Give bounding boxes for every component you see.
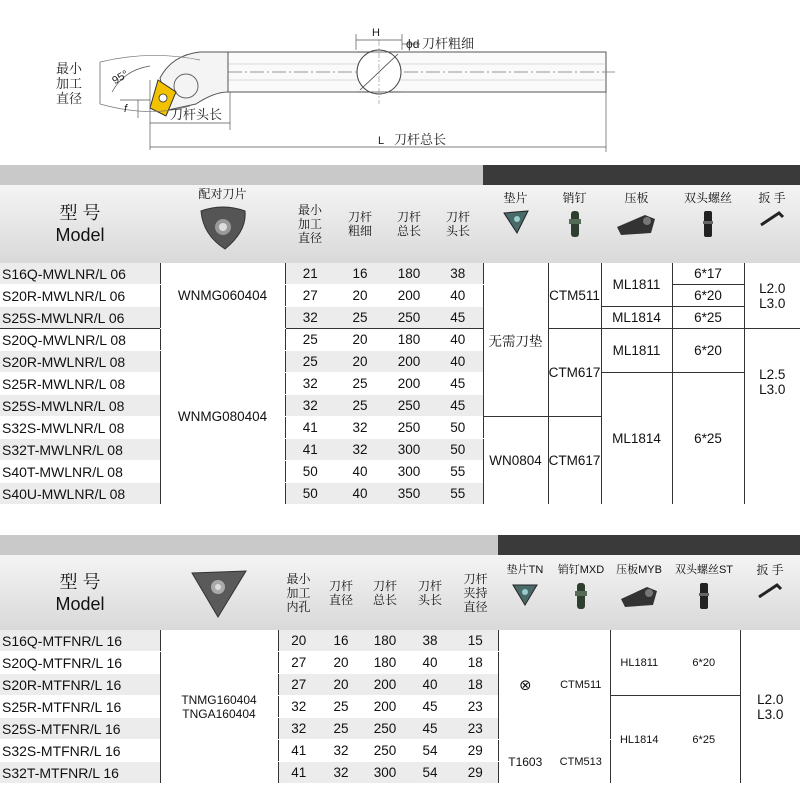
h-label: H [372, 27, 380, 39]
total-len-cell: 180 [363, 630, 407, 652]
wrench-size: L3.0 [759, 295, 786, 311]
model-cell: S32T-MTFNR/L 16 [0, 762, 160, 784]
screw-cell: 6*17 [672, 263, 744, 285]
shim-cell: WN0804 [483, 417, 548, 505]
total-len-cell: 200 [363, 696, 407, 718]
model-cell: S20R-MWLNR/L 08 [0, 351, 160, 373]
wrench-size: L2.5 [759, 367, 786, 382]
header2-clamp-dia: 刀杆 夹持 直径 [453, 555, 498, 630]
header2-shim: 垫片TN [498, 555, 552, 630]
shim2-icon [511, 581, 539, 607]
clamp-cell: ML1814 [601, 307, 672, 329]
total-len-cell: 180 [385, 329, 433, 351]
table-mwlnr [0, 165, 800, 505]
clamp-dia-cell: 18 [453, 652, 498, 674]
model-cell: S25S-MTFNR/L 16 [0, 718, 160, 740]
head-len-cell: 40 [433, 285, 483, 307]
bar-dia-cell: 32 [319, 740, 363, 762]
head-len-cell: 50 [433, 417, 483, 439]
total-len-cell: 250 [385, 417, 433, 439]
total-len-cell: 180 [385, 263, 433, 285]
model-cell: S32S-MTFNR/L 16 [0, 740, 160, 762]
model-cell: S16Q-MTFNR/L 16 [0, 630, 160, 652]
bar-dia-cell: 25 [335, 307, 385, 329]
head-len-cell: 45 [407, 718, 453, 740]
header2-head-len: 刀杆 头长 [407, 555, 453, 630]
model-cell: S40T-MWLNR/L 08 [0, 461, 160, 483]
min-dia-cell: 27 [285, 285, 335, 307]
clamp-dia-cell: 23 [453, 718, 498, 740]
header2-model: 型 号 Model [0, 555, 160, 630]
table-row [0, 329, 800, 351]
head-len-cell: 55 [433, 483, 483, 505]
min-hole-cell: 27 [278, 652, 319, 674]
header-wrench: 扳 手 [744, 185, 800, 263]
insert-code: TNGA160404 [182, 706, 256, 721]
min-hole-cell: 27 [278, 674, 319, 696]
total-length-label: 刀杆总长 [394, 132, 447, 147]
clamp-dia-cell: 29 [453, 762, 498, 784]
clamp-dia-cell: 29 [453, 740, 498, 762]
model-cell: S25S-MWLNR/L 08 [0, 395, 160, 417]
min-hole-cell: 41 [278, 740, 319, 762]
model-cell: S32S-MWLNR/L 08 [0, 417, 160, 439]
header-min-dia: 最小 加工 直径 [285, 185, 335, 263]
bar-dia-cell: 32 [335, 439, 385, 461]
screw-cell: 6*25 [668, 696, 740, 784]
total-len-cell: 250 [385, 307, 433, 329]
screw-cell: 6*20 [668, 630, 740, 696]
pin-cell: CTM617 [548, 329, 601, 417]
wrench-cell [744, 263, 800, 329]
head-len-cell: 45 [407, 696, 453, 718]
header2-total-len: 刀杆 总长 [363, 555, 407, 630]
min-hole-cell: 20 [278, 630, 319, 652]
pin-icon [567, 209, 583, 239]
table-row [0, 696, 800, 718]
min-hole-cell: 41 [278, 762, 319, 784]
header2-insert [160, 555, 278, 630]
clamp-dia-cell: 18 [453, 674, 498, 696]
tool-diagram [0, 0, 800, 165]
clamp-cell: ML1814 [601, 373, 672, 505]
head-len-cell: 50 [433, 439, 483, 461]
model-cell: S32T-MWLNR/L 08 [0, 439, 160, 461]
header-pin: 销钉 [548, 185, 601, 263]
bar-dia-cell: 25 [319, 696, 363, 718]
total-len-cell: 200 [385, 285, 433, 307]
head-len-cell: 54 [407, 740, 453, 762]
clamp-icon [615, 209, 659, 239]
screw-cell: 6*25 [672, 307, 744, 329]
pin-cell: CTM513 [552, 740, 610, 784]
screw-cell: 6*20 [672, 329, 744, 373]
trigon-insert-icon [195, 205, 251, 253]
wrench-size: L3.0 [757, 706, 784, 722]
head-length-label: 刀杆头长 [170, 107, 223, 122]
bar-dia-cell: 40 [335, 461, 385, 483]
pin-cell: CTM511 [548, 263, 601, 329]
bar-dia-cell: 25 [335, 373, 385, 395]
screw-icon [701, 209, 715, 239]
min-dia-cell: 32 [285, 373, 335, 395]
header2-pin: 销钉MXD [552, 555, 610, 630]
head-len-cell: 40 [407, 652, 453, 674]
clamp-cell: ML1811 [601, 263, 672, 307]
wrench-icon [759, 209, 785, 229]
wrench-size: L2.0 [759, 280, 786, 296]
head-len-cell: 45 [433, 373, 483, 395]
f-label: f [124, 103, 128, 115]
bar-dia-cell: 20 [319, 674, 363, 696]
bar-dia-cell: 20 [319, 652, 363, 674]
min-dia-label-1: 最小 [56, 61, 83, 76]
min-hole-cell: 32 [278, 696, 319, 718]
total-len-cell: 200 [385, 373, 433, 395]
total-len-cell: 350 [385, 483, 433, 505]
bar-dia-cell: 16 [319, 630, 363, 652]
head-len-cell: 54 [407, 762, 453, 784]
model-cell: S40U-MWLNR/L 08 [0, 483, 160, 505]
header2-screw: 双头螺丝ST [668, 555, 740, 630]
head-len-cell: 38 [407, 630, 453, 652]
shim-cell: ⊗ [498, 630, 552, 740]
header-head-len: 刀杆 头长 [433, 185, 483, 263]
wrench-size: L2.0 [757, 691, 784, 707]
model-cell: S20R-MTFNR/L 16 [0, 674, 160, 696]
screw-cell: 6*25 [672, 373, 744, 505]
clamp-cell: HL1811 [610, 630, 668, 696]
bar-dia-cell: 16 [335, 263, 385, 285]
head-len-cell: 40 [407, 674, 453, 696]
insert-code: TNMG160404 [181, 692, 257, 707]
min-dia-cell: 50 [285, 483, 335, 505]
clamp-dia-cell: 15 [453, 630, 498, 652]
bar-dia-cell: 20 [335, 285, 385, 307]
model-cell: S20Q-MWLNR/L 08 [0, 329, 160, 351]
head-len-cell: 45 [433, 395, 483, 417]
min-dia-cell: 21 [285, 263, 335, 285]
d-label: ϕd [406, 37, 420, 51]
head-len-cell: 55 [433, 461, 483, 483]
min-hole-cell: 32 [278, 718, 319, 740]
clamp-cell: HL1814 [610, 696, 668, 784]
total-len-cell: 250 [363, 718, 407, 740]
model-cell: S16Q-MWLNR/L 06 [0, 263, 160, 285]
bar-dia-cell: 32 [335, 417, 385, 439]
model-cell: S25S-MWLNR/L 06 [0, 307, 160, 329]
shim-cell: 无需刀垫 [483, 263, 548, 417]
head-len-cell: 40 [433, 329, 483, 351]
wrench-size: L3.0 [759, 382, 786, 397]
table-row [0, 373, 800, 395]
min-dia-label-2: 加工 [56, 76, 83, 91]
header2-min-hole: 最小 加工 内孔 [278, 555, 319, 630]
bar-dia-label: 刀杆粗细 [422, 36, 475, 51]
wrench-cell [744, 329, 800, 505]
header-bar-dia: 刀杆 粗细 [335, 185, 385, 263]
angle-label: 95° [110, 68, 131, 88]
header-shim: 垫片 [483, 185, 548, 263]
triangle-insert-icon [184, 565, 254, 621]
min-dia-cell: 25 [285, 351, 335, 373]
min-dia-cell: 41 [285, 417, 335, 439]
head-len-cell: 38 [433, 263, 483, 285]
table-mtfnr [0, 535, 800, 784]
min-dia-cell: 32 [285, 307, 335, 329]
insert-cell: WNMG060404 [160, 263, 285, 329]
pin2-icon [573, 581, 589, 611]
total-len-cell: 250 [363, 740, 407, 762]
total-len-cell: 300 [385, 461, 433, 483]
total-len-cell: 200 [363, 674, 407, 696]
total-len-cell: 300 [363, 762, 407, 784]
bar-dia-cell: 20 [335, 329, 385, 351]
total-len-cell: 200 [385, 351, 433, 373]
bar-dia-cell: 32 [319, 762, 363, 784]
bar-dia-cell: 40 [335, 483, 385, 505]
header2-bar-dia: 刀杆 直径 [319, 555, 363, 630]
header-clamp: 压板 [601, 185, 672, 263]
table-row [0, 630, 800, 652]
L-label: L [378, 135, 385, 147]
min-dia-cell: 32 [285, 395, 335, 417]
total-len-cell: 300 [385, 439, 433, 461]
head-len-cell: 45 [433, 307, 483, 329]
insert-cell [160, 630, 278, 784]
screw2-icon [697, 581, 711, 611]
bar-dia-cell: 25 [335, 395, 385, 417]
header-model: 型 号 Model [0, 185, 160, 263]
pin-cell: CTM617 [548, 417, 601, 505]
model-cell: S20Q-MTFNR/L 16 [0, 652, 160, 674]
clamp-dia-cell: 23 [453, 696, 498, 718]
min-dia-cell: 41 [285, 439, 335, 461]
header2-wrench: 扳 手 [740, 555, 800, 630]
head-len-cell: 40 [433, 351, 483, 373]
screw-cell: 6*20 [672, 285, 744, 307]
clamp-cell: ML1811 [601, 329, 672, 373]
insert-cell: WNMG080404 [160, 329, 285, 505]
table-row [0, 263, 800, 285]
header2-clamp: 压板MYB [610, 555, 668, 630]
clamp2-icon [619, 581, 659, 611]
shim-cell: T1603 [498, 740, 552, 784]
header-insert: 配对刀片 [160, 185, 285, 263]
total-len-cell: 250 [385, 395, 433, 417]
total-len-cell: 180 [363, 652, 407, 674]
model-cell: S25R-MWLNR/L 08 [0, 373, 160, 395]
header-screw: 双头螺丝 [672, 185, 744, 263]
pin-cell: CTM511 [552, 630, 610, 740]
table-row [0, 285, 800, 307]
table-row [0, 307, 800, 329]
bar-dia-cell: 25 [319, 718, 363, 740]
wrench2-icon [757, 581, 783, 601]
shim-icon [501, 209, 531, 235]
min-dia-cell: 50 [285, 461, 335, 483]
min-dia-label-3: 直径 [56, 91, 83, 106]
model-cell: S25R-MTFNR/L 16 [0, 696, 160, 718]
header-total-len: 刀杆 总长 [385, 185, 433, 263]
wrench-cell [740, 630, 800, 784]
min-dia-cell: 25 [285, 329, 335, 351]
model-cell: S20R-MWLNR/L 06 [0, 285, 160, 307]
bar-dia-cell: 20 [335, 351, 385, 373]
